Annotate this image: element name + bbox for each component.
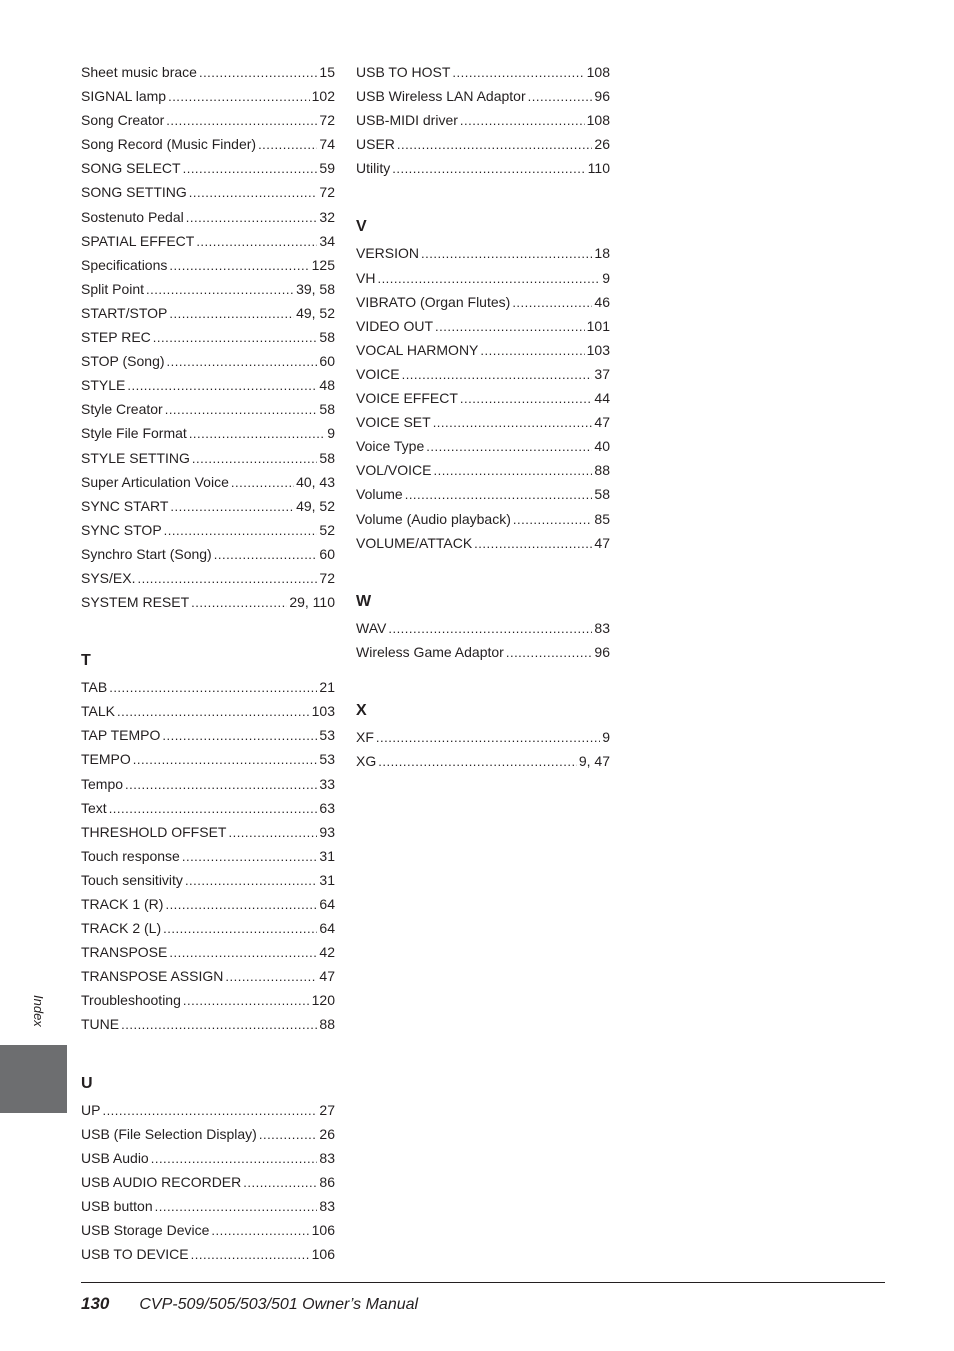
index-entry [81, 301, 335, 325]
index-term: SYNC START [81, 497, 169, 514]
index-page-ref: 48 [319, 377, 335, 394]
index-page-ref: 110 [587, 160, 610, 177]
index-term: Volume (Audio playback) [356, 510, 511, 527]
dot-leader [170, 494, 294, 518]
dot-leader [133, 747, 318, 771]
index-term: Super Articulation Voice [81, 473, 229, 490]
index-page-ref: 37 [594, 365, 610, 382]
index-entry [81, 820, 335, 844]
index-entry [81, 373, 335, 397]
dot-leader [121, 1012, 317, 1036]
index-term: USB TO HOST [356, 64, 451, 80]
index-column-right [356, 60, 610, 773]
index-page-ref: 125 [311, 256, 335, 273]
index-page-ref: 47 [594, 414, 610, 431]
index-term: TRACK 1 (R) [81, 896, 164, 912]
index-page-ref: 64 [319, 920, 335, 937]
index-term: SONG SETTING [81, 184, 187, 201]
index-page-ref: 27 [319, 1101, 335, 1118]
dot-leader [225, 964, 317, 988]
index-term: STEP REC [81, 329, 151, 346]
index-term: Touch sensitivity [81, 871, 183, 888]
index-page-ref: 58 [319, 329, 335, 346]
index-entry [356, 241, 610, 265]
dot-leader [186, 205, 318, 229]
index-term: VOCAL HARMONY [356, 341, 479, 358]
page-number: 130 [81, 1294, 110, 1313]
index-term: SYNC STOP [81, 521, 162, 538]
dot-leader [191, 590, 287, 614]
index-entry [81, 699, 335, 723]
index-term: SYSTEM RESET [81, 594, 190, 611]
dot-leader [169, 253, 309, 277]
index-entry [356, 266, 610, 290]
index-term: VOLUME/ATTACK [356, 534, 473, 551]
dot-leader [228, 820, 317, 844]
index-letter-heading: W [356, 592, 372, 610]
dot-leader [192, 446, 318, 470]
index-entry [81, 892, 335, 916]
index-entry [356, 290, 610, 314]
index-term: Text [81, 799, 107, 816]
index-entry [81, 132, 335, 156]
index-page-ref: 26 [319, 1125, 335, 1142]
index-entry [81, 868, 335, 892]
index-term: TAP TEMPO [81, 727, 161, 744]
index-term: VH [356, 269, 376, 286]
index-page-ref: 58 [319, 401, 335, 418]
index-page-ref: 103 [586, 341, 610, 358]
index-entry [81, 518, 335, 542]
index-entry [356, 531, 610, 555]
index-page-ref: 88 [319, 1016, 335, 1033]
index-term: VOICE [356, 365, 400, 382]
index-page-ref: 106 [311, 1246, 335, 1263]
section-tab-label: Index [31, 995, 46, 1027]
index-term: Tempo [81, 775, 124, 792]
index-term: TRANSPOSE ASSIGN [81, 968, 224, 985]
dot-leader [109, 675, 317, 699]
dot-leader [460, 386, 593, 410]
index-page-ref: 44 [594, 390, 610, 407]
index-entry [81, 1098, 335, 1122]
section-tab [0, 1045, 67, 1113]
index-page-ref: 83 [594, 619, 610, 636]
index-entry [356, 362, 610, 386]
index-page-ref: 47 [594, 534, 610, 551]
dot-leader [182, 844, 318, 868]
index-term: Sostenuto Pedal [81, 208, 184, 225]
index-entry [81, 349, 335, 373]
index-term: START/STOP [81, 304, 168, 321]
index-entry [81, 723, 335, 747]
index-page-ref: 9, 47 [578, 752, 610, 769]
index-entry [356, 482, 610, 506]
index-page-ref: 83 [319, 1197, 335, 1214]
index-term: VOICE EFFECT [356, 390, 458, 407]
index-letter-heading: U [81, 1074, 93, 1092]
index-term: WAV [356, 619, 387, 636]
index-entry [356, 434, 610, 458]
index-entry [81, 180, 335, 204]
index-page-ref: 53 [319, 751, 335, 768]
index-entry [356, 60, 610, 84]
index-entry [81, 772, 335, 796]
index-page-ref: 49, 52 [296, 497, 335, 514]
dot-leader [125, 772, 317, 796]
index-page-ref: 33 [319, 775, 335, 792]
index-page-ref: 39, 58 [296, 280, 335, 297]
dot-leader [426, 434, 592, 458]
index-term: TAB [81, 679, 108, 696]
dot-leader [452, 60, 584, 84]
index-page-ref: 72 [319, 184, 335, 201]
index-term: USB Wireless LAN Adaptor [356, 88, 526, 105]
index-letter-heading: X [356, 701, 367, 719]
dot-leader [153, 325, 318, 349]
dot-leader [435, 314, 585, 338]
index-entry [81, 675, 335, 699]
index-entry [81, 325, 335, 349]
index-term: SPATIAL EFFECT [81, 232, 195, 249]
index-entry [81, 446, 335, 470]
index-entry [81, 1146, 335, 1170]
dot-leader [397, 132, 593, 156]
index-entry [81, 1194, 335, 1218]
index-page-ref: 74 [319, 136, 335, 153]
dot-leader [165, 892, 317, 916]
index-page-ref: 72 [319, 112, 335, 129]
dot-leader [162, 723, 317, 747]
dot-leader [433, 410, 593, 434]
index-term: Voice Type [356, 438, 425, 455]
index-entry [81, 60, 335, 84]
dot-leader [151, 1146, 318, 1170]
index-page-ref: 21 [319, 679, 335, 696]
manual-title: CVP-509/505/503/501 Owner’s Manual [139, 1296, 419, 1313]
index-term: UP [81, 1101, 101, 1118]
index-page-ref: 15 [319, 64, 335, 80]
dot-leader [166, 108, 317, 132]
index-term: TEMPO [81, 751, 131, 768]
index-page-ref: 32 [319, 208, 335, 225]
index-entry [81, 253, 335, 277]
dot-leader [402, 362, 593, 386]
index-page-ref: 18 [594, 245, 610, 262]
index-entry [81, 590, 335, 614]
index-term: USB button [81, 1197, 153, 1214]
dot-leader [474, 531, 592, 555]
dot-leader [146, 277, 294, 301]
index-term: VIBRATO (Organ Flutes) [356, 293, 511, 310]
index-page-ref: 103 [311, 703, 335, 720]
dot-leader [169, 301, 294, 325]
index-term: SIGNAL lamp [81, 88, 167, 105]
index-page-ref: 58 [319, 449, 335, 466]
index-entry [81, 988, 335, 1012]
index-page-ref: 93 [319, 823, 335, 840]
index-page-ref: 85 [594, 510, 610, 527]
index-term: USB (File Selection Display) [81, 1125, 257, 1142]
dot-leader [196, 229, 317, 253]
index-page-ref: 60 [319, 545, 335, 562]
footer-rule [81, 1282, 885, 1283]
dot-leader [137, 566, 317, 590]
dot-leader [189, 421, 325, 445]
index-page-ref: 31 [319, 847, 335, 864]
dot-leader [259, 1122, 318, 1146]
dot-leader [117, 699, 310, 723]
index-term: Volume [356, 486, 403, 503]
index-page-ref: 58 [594, 486, 610, 503]
dot-leader [243, 1170, 317, 1194]
index-term: VOL/VOICE [356, 462, 432, 479]
index-entry [81, 1122, 335, 1146]
index-entry [356, 84, 610, 108]
index-term: TUNE [81, 1016, 120, 1033]
index-entry [81, 421, 335, 445]
dot-leader [433, 458, 592, 482]
index-page-ref: 101 [586, 317, 610, 334]
dot-leader [165, 397, 318, 421]
dot-leader [189, 180, 318, 204]
index-page-ref: 53 [319, 727, 335, 744]
index-entry [81, 566, 335, 590]
index-page-ref: 59 [319, 160, 335, 177]
dot-leader [168, 84, 310, 108]
dot-leader [164, 518, 318, 542]
dot-leader [405, 482, 593, 506]
index-entry [356, 507, 610, 531]
index-term: XG [356, 752, 377, 769]
index-term: Specifications [81, 256, 168, 273]
index-term: USB TO DEVICE [81, 1246, 189, 1263]
index-letter-heading: V [356, 218, 367, 236]
index-entry [81, 470, 335, 494]
index-page-ref: 108 [586, 112, 610, 129]
page-footer [81, 1294, 418, 1314]
index-entry [81, 796, 335, 820]
index-entry [356, 410, 610, 434]
index-page-ref: 34 [319, 232, 335, 249]
dot-leader [388, 616, 592, 640]
index-entry [81, 844, 335, 868]
dot-leader [185, 868, 317, 892]
index-term: Style File Format [81, 425, 187, 442]
index-page-ref: 106 [311, 1222, 335, 1239]
index-page-ref: 72 [319, 569, 335, 586]
index-entry [81, 1012, 335, 1036]
dot-leader [127, 373, 317, 397]
index-page-ref: 88 [594, 462, 610, 479]
dot-leader [480, 338, 584, 362]
index-term: VIDEO OUT [356, 317, 434, 334]
index-page-ref: 9 [327, 425, 335, 442]
index-column-left [81, 60, 335, 1266]
index-page-ref: 40, 43 [296, 473, 335, 490]
dot-leader [183, 156, 318, 180]
index-entry [81, 397, 335, 421]
index-entry [356, 749, 610, 773]
index-term: Style Creator [81, 401, 163, 418]
index-page-ref: 60 [319, 353, 335, 370]
index-page-ref: 29, 110 [289, 594, 335, 611]
index-page-ref: 26 [594, 136, 610, 153]
index-entry [356, 156, 610, 180]
index-term: STOP (Song) [81, 353, 165, 370]
dot-leader [528, 84, 593, 108]
index-term: Split Point [81, 280, 145, 297]
dot-leader [377, 266, 600, 290]
index-page-ref: 86 [319, 1173, 335, 1190]
index-entry [81, 494, 335, 518]
dot-leader [211, 1218, 309, 1242]
index-entry [356, 314, 610, 338]
index-term: Utility [356, 160, 391, 177]
index-entry [81, 205, 335, 229]
index-term: Troubleshooting [81, 992, 181, 1009]
index-entry [356, 458, 610, 482]
index-term: USER [356, 136, 395, 153]
dot-leader [421, 241, 592, 265]
dot-leader [163, 916, 317, 940]
index-term: SONG SELECT [81, 160, 181, 177]
index-entry [81, 1170, 335, 1194]
dot-leader [376, 725, 600, 749]
dot-leader [460, 108, 585, 132]
dot-leader [167, 349, 318, 373]
dot-leader [512, 290, 592, 314]
index-entry [81, 84, 335, 108]
index-entry [81, 964, 335, 988]
index-term: USB-MIDI driver [356, 112, 458, 129]
index-term: Wireless Game Adaptor [356, 643, 504, 660]
dot-leader [169, 940, 317, 964]
index-page-ref: 120 [311, 992, 335, 1009]
index-entry [81, 747, 335, 771]
index-entry [356, 725, 610, 749]
dot-leader [258, 132, 317, 156]
index-page-ref: 63 [319, 799, 335, 816]
index-entry [81, 108, 335, 132]
index-page-ref: 96 [594, 643, 610, 660]
index-page-ref: 96 [594, 88, 610, 105]
index-term: TRACK 2 (L) [81, 920, 162, 937]
index-entry [81, 940, 335, 964]
index-page-ref: 9 [602, 728, 610, 745]
index-entry [81, 542, 335, 566]
dot-leader [506, 640, 593, 664]
index-entry [81, 156, 335, 180]
index-page-ref: 40 [594, 438, 610, 455]
index-entry [81, 916, 335, 940]
dot-leader [214, 542, 318, 566]
index-entry [356, 386, 610, 410]
index-page-ref: 47 [319, 968, 335, 985]
dot-leader [199, 60, 317, 84]
index-page-ref: 49, 52 [296, 304, 335, 321]
index-term: XF [356, 728, 374, 745]
dot-leader [513, 507, 593, 531]
index-letter-heading: T [81, 652, 91, 670]
dot-leader [392, 156, 585, 180]
index-entry [81, 229, 335, 253]
index-term: Sheet music brace [81, 64, 197, 80]
index-entry [356, 338, 610, 362]
index-page-ref: 83 [319, 1149, 335, 1166]
index-term: STYLE [81, 377, 126, 394]
dot-leader [378, 749, 577, 773]
index-page-ref: 102 [311, 88, 335, 105]
dot-leader [109, 796, 318, 820]
index-entry [356, 616, 610, 640]
dot-leader [183, 988, 310, 1012]
index-term: USB Audio [81, 1149, 149, 1166]
dot-leader [155, 1194, 318, 1218]
index-term: Song Record (Music Finder) [81, 136, 257, 153]
index-entry [356, 108, 610, 132]
index-term: Touch response [81, 847, 180, 864]
index-page-ref: 46 [594, 293, 610, 310]
index-term: STYLE SETTING [81, 449, 190, 466]
index-page-ref: 42 [319, 944, 335, 961]
index-page-ref: 108 [586, 64, 610, 80]
index-page-ref: 31 [319, 871, 335, 888]
dot-leader [231, 470, 294, 494]
index-term: VOICE SET [356, 414, 431, 431]
index-term: TALK [81, 703, 115, 720]
index-term: Song Creator [81, 112, 165, 129]
index-term: THRESHOLD OFFSET [81, 823, 227, 840]
index-page-ref: 52 [319, 521, 335, 538]
index-term: USB Storage Device [81, 1222, 210, 1239]
index-page-ref: 64 [319, 896, 335, 912]
index-term: VERSION [356, 245, 420, 262]
index-entry [81, 1218, 335, 1242]
index-page-ref: 9 [602, 269, 610, 286]
index-entry [81, 277, 335, 301]
index-term: SYS/EX. [81, 569, 136, 586]
index-term: Synchro Start (Song) [81, 545, 212, 562]
index-entry [356, 640, 610, 664]
dot-leader [102, 1098, 317, 1122]
index-entry [81, 1242, 335, 1266]
index-term: TRANSPOSE [81, 944, 168, 961]
index-entry [356, 132, 610, 156]
index-term: USB AUDIO RECORDER [81, 1173, 242, 1190]
dot-leader [191, 1242, 310, 1266]
